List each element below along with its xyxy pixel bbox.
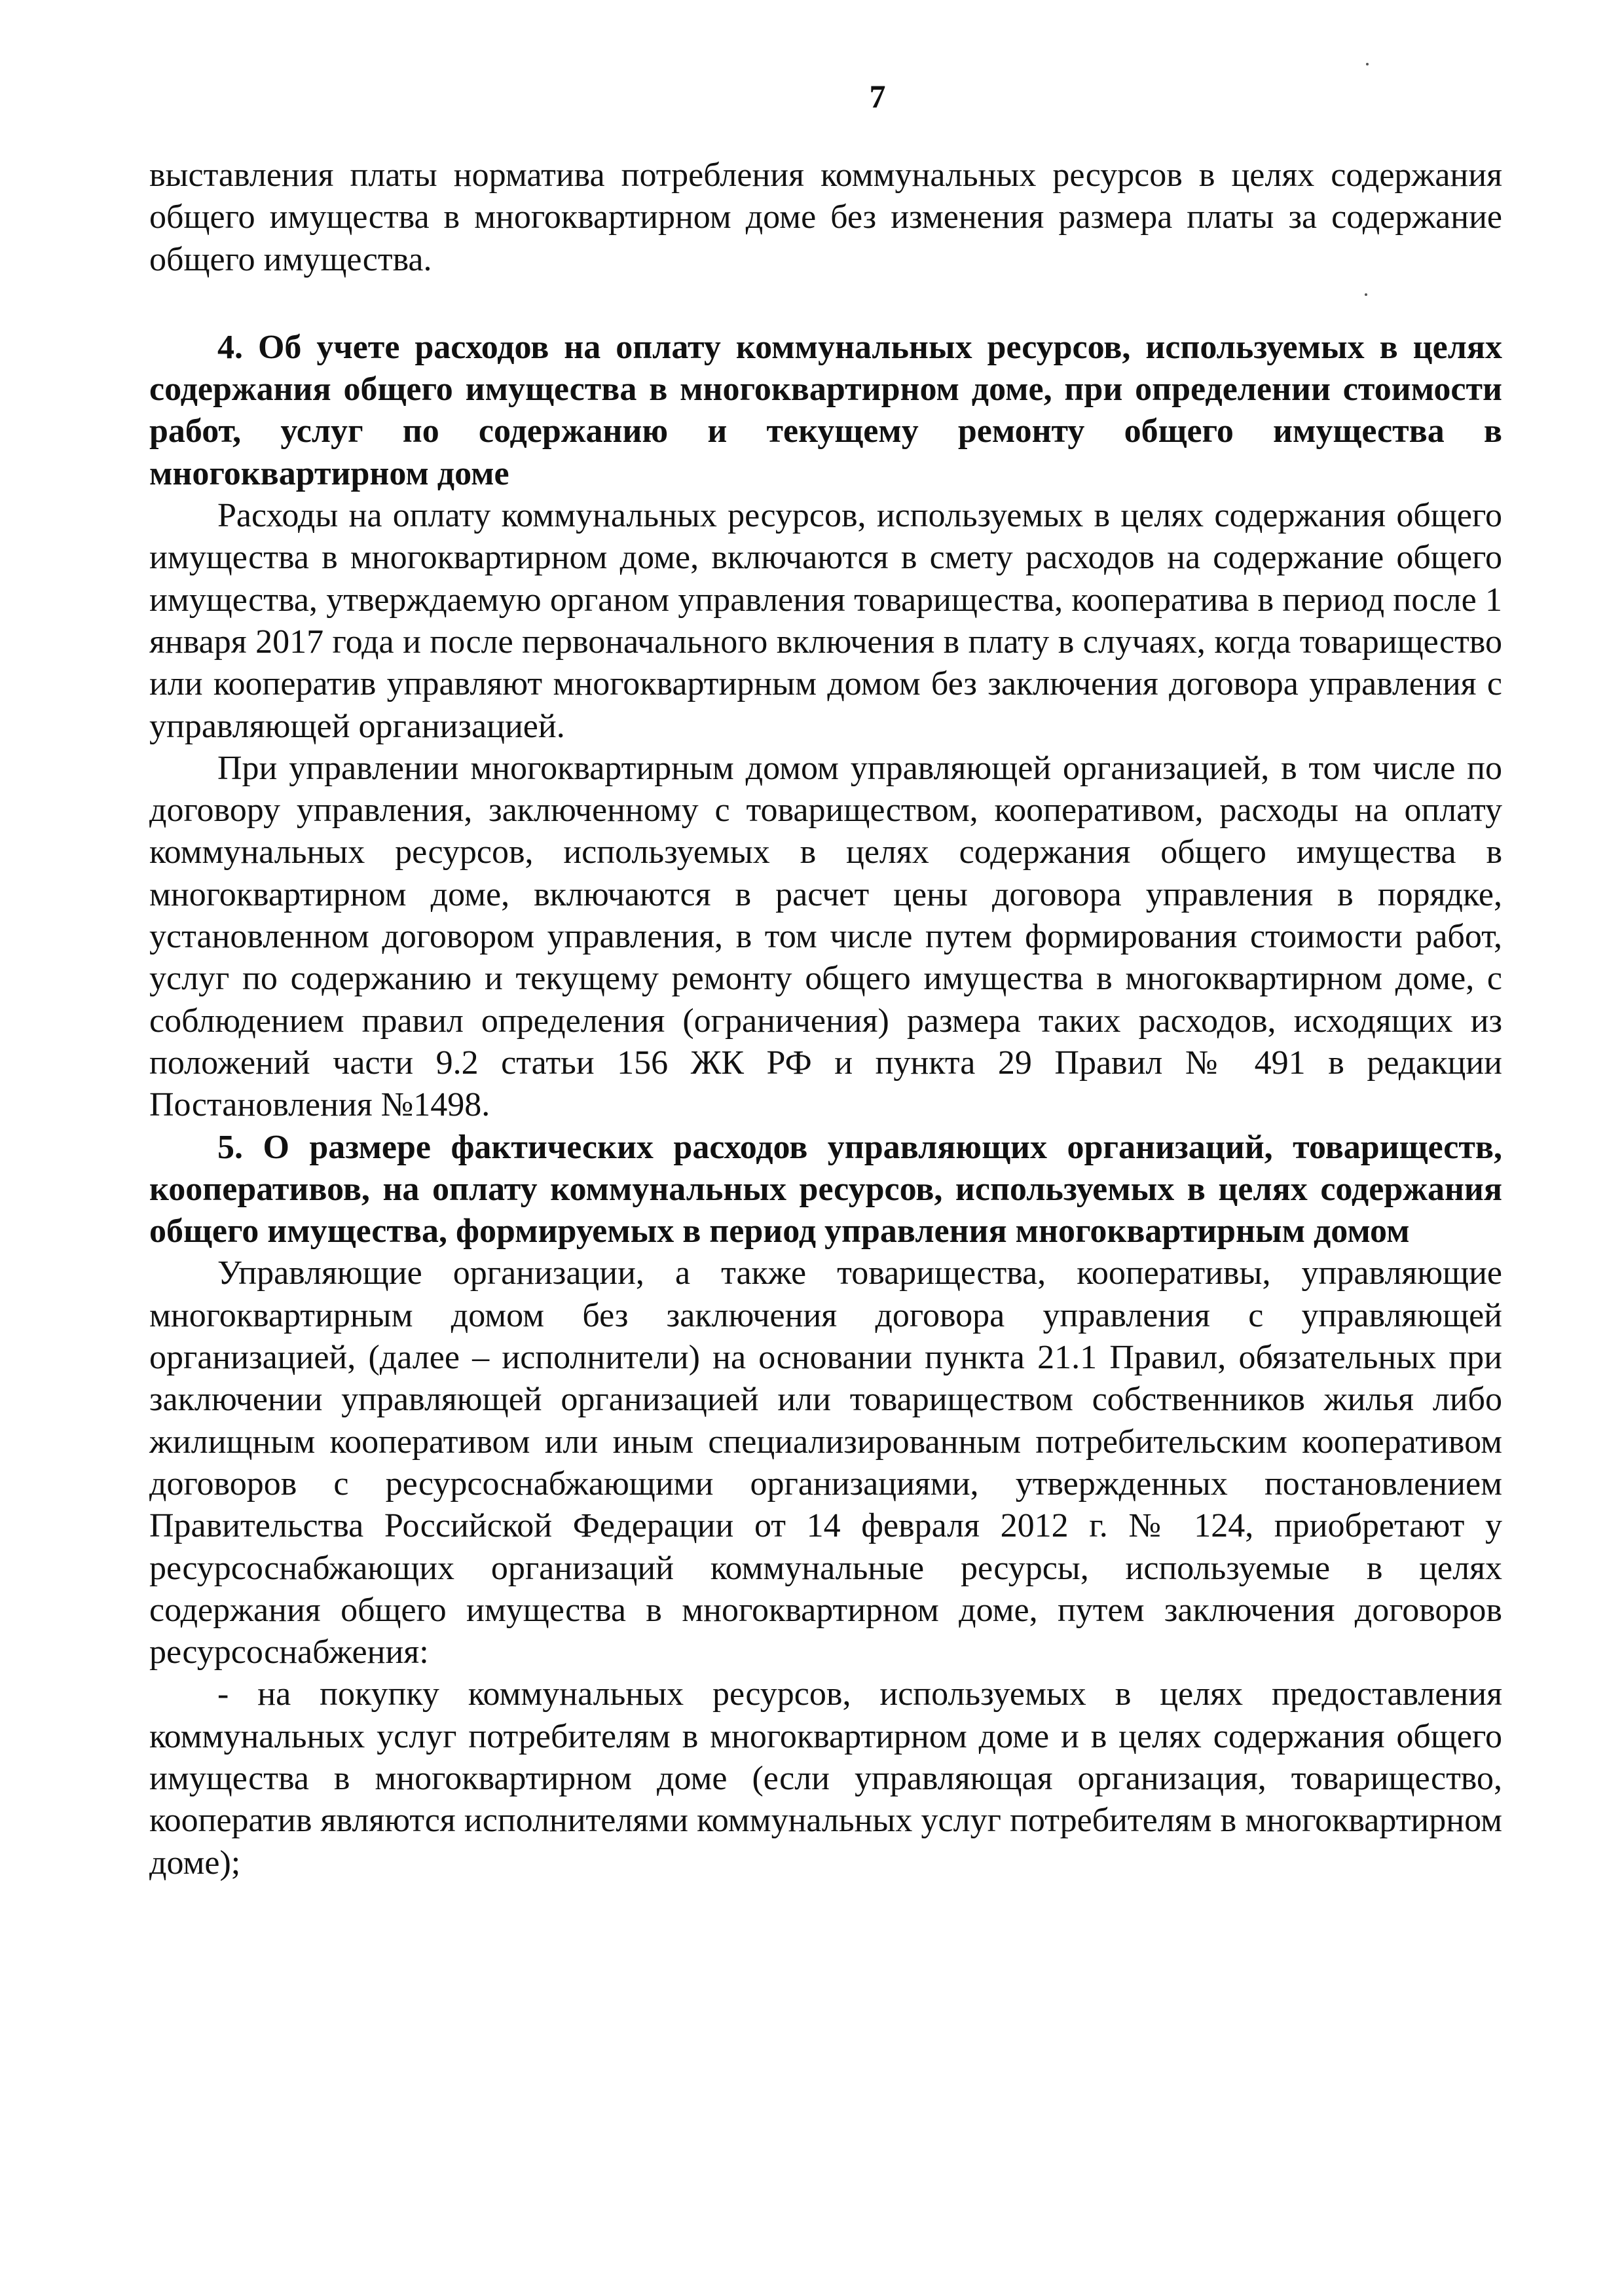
spacer — [149, 281, 1502, 327]
section-4-paragraph-1: Расходы на оплату коммунальных ресурсов, используемых в целях содержания общего имущества в многоквартирном доме, включаются в смету расходов на содержание общего имущества, утверждаемую органом управления товарищества, кооператива в период после 1 января 2017 года и после первоначального включения в плату в случаях, когда товарищество или кооператив управляют многоквартирным домом без заключения договора управления с управляющей организацией. — [149, 497, 1502, 745]
section-5-heading: 5. О размере фактических расходов управляющих организаций, товариществ, кооперативов, на оплату коммунальных ресурсов, используемых в целях содержания общего имущества, формируемых в период управления многоквартирным домом — [149, 1128, 1502, 1250]
section-4-paragraph-2: При управлении многоквартирным домом управляющей организацией, в том числе по договору управления, заключенному с товариществом, кооперативом, расходы на оплату коммунальных ресурсов, используемых в целях содержания общего имущества в многоквартирном доме, включаются в расчет цены договора управления в порядке, установленном договором управления, в том числе путем формирования стоимости работ, услуг по содержанию и текущему ремонту общего имущества в многоквартирном доме, с соблюдением правил определения (ограничения) размера таких расходов, исходящих из положений части 9.2 статьи 156 ЖК РФ и пункта 29 Правил № 491 в редакции Постановления №1498. — [149, 749, 1502, 1124]
scan-speck — [1366, 63, 1369, 65]
section-5-paragraph-2: - на покупку коммунальных ресурсов, используемых в целях предоставления коммунальных услуг потребителям в многоквартирном доме и в целях содержания общего имущества в многоквартирном доме (если управляющая организация, товарищество, кооператив являются исполнителями коммунальных услуг потребителям в многоквартирном доме); — [149, 1675, 1502, 1882]
section-5-paragraph-1: Управляющие организации, а также товарищества, кооперативы, управляющие многоквартирным домом без заключения договора управления с управляющей организацией, (далее – исполнители) на основании пункта 21.1 Правил, обязательных при заключении управляющей организацией или товариществом собственников жилья либо жилищным кооперативом или иным специализированным потребительским кооперативом договоров с ресурсоснабжающими организациями, утвержденных постановлением Правительства Российской Федерации от 14 февраля 2012 г. № 124, приобретают у ресурсоснабжающих организаций коммунальные ресурсы, используемые в целях содержания общего имущества в многоквартирном доме, путем заключения договоров ресурсоснабжения: — [149, 1254, 1502, 1671]
section-4-heading: 4. Об учете расходов на оплату коммунальных ресурсов, используемых в целях содержания общего имущества в многоквартирном доме, при определении стоимости работ, услуг по содержанию и текущему ремонту общего имущества в многоквартирном доме — [149, 328, 1502, 492]
intro-paragraph: выставления платы норматива потребления коммунальных ресурсов в целях содержания общего имущества в многоквартирном доме без изменения размера платы за содержание общего имущества. — [149, 156, 1502, 278]
document-body — [149, 155, 1502, 1884]
page-number: 7 — [869, 78, 886, 115]
